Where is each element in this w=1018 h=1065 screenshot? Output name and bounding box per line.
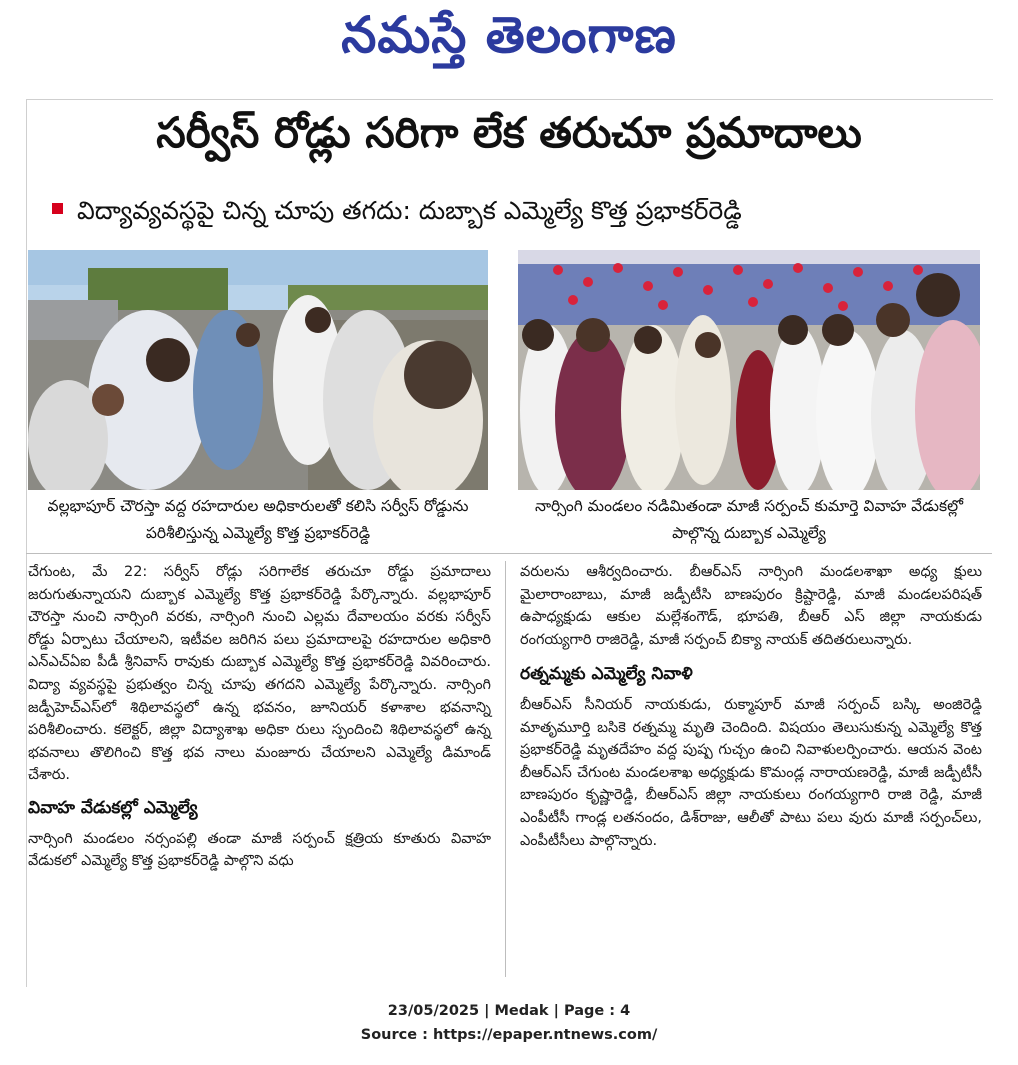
article-headline: సర్వీస్ రోడ్లు సరిగా లేక తరుచూ ప్రమాదాలు <box>156 108 862 157</box>
footer-date-line: 23/05/2025 | Medak | Page : 4 <box>387 1003 631 1019</box>
article-subheadline <box>52 196 992 232</box>
body-paragraph: వరులను ఆశీర్వదించారు. బీఆర్‌ఎస్ నార్సింగి మండలశాఖా అధ్య క్షులు మైలారాంబాబు, మాజీ జడ్పీటీసి బాణపురం క్రిష్టారెడ్డి, మాజీ మండలపరిషత్ ఉపాధ్యక్షుడు ఆకుల మల్లేశంగౌడ్, భూపతి, బీఆర్ ఎస్ జిల్లా నాయకుడు రంగయ్యగారి రాజిరెడ్డి, మాజీ సర్పంచ్ బిక్యా నాయక్ తదితరులున్నారు. <box>520 564 982 648</box>
photo-wedding <box>518 250 980 490</box>
article-column-left <box>28 561 491 873</box>
photo-road-inspection <box>28 250 488 490</box>
column-divider <box>505 561 506 977</box>
masthead-title: నమస్తే తెలంగాణ <box>341 6 677 64</box>
footer-source-line: Source : https://epaper.ntnews.com/ <box>360 1027 658 1043</box>
body-paragraph: బీఆర్‌ఎస్ సీనియర్ నాయకుడు, రుక్మాపూర్ మాజీ సర్పంచ్ బస్కి అంజిరెడ్డి మాతృమూర్తి బసికె రత్నమ్మ మృతి చెందింది. విషయం తెలుసుకున్న ఎమ్మెల్యే కొత్త ప్రభాకర్‌రెడ్డి మృతదేహం వద్ద పుష్ప గుచ్చం ఉంచి నివాళులర్పించారు. ఆయన వెంట బీఆర్‌ఎస్ చేగుంట మండలశాఖ అధ్యక్షుడు కొమండ్ల నారాయణరెడ్డి, మాజీ జడ్పీటీసీ బాణపురం కృష్ణారెడ్డి, బీఆర్‌ఎస్ జిల్లా నాయకులు రంగయ్యగారి రాజి రెడ్డి, మాజీ ఎంపీటీసీ గాండ్ల లతనందం, డిశ్‌రాజు, ఆలీతో పాటు పలు వురు మాజీ సర్పంచ్‌లు, ఎంపీటీసీలు పాల్గొన్నారు. <box>520 696 982 849</box>
section-heading-tribute: రత్నమ్మకు ఎమ్మెల్యే నివాళి <box>520 664 693 685</box>
photo-right-caption: నార్సింగి మండలం నడిమితండా మాజీ సర్పంచ్ కుమార్తె వివాహ వేడుకల్లో పాల్గొన్న దుబ్బాక ఎమ్మెల్యే <box>534 497 964 542</box>
body-paragraph: చేగుంట, మే 22: సర్వీస్ రోడ్లు సరిగాలేక తరుచూ రోడ్డు ప్రమాదాలు జరుగుతున్నాయని దుబ్బాక ఎమ్మెల్యే కొత్త ప్రభాకర్‌రెడ్డి పేర్కొన్నారు. వల్లభాపూర్ చౌరస్తా నుంచి నార్సింగి వరకు, నార్సింగి నుంచి ఎల్లమ దేవాలయం వరకు సర్వీస్ రోడ్డు ఏర్పాటు చేయాలని, ఇటీవల జరిగిన పలు ప్రమాదాలపై రహదారుల అధికారి ఎన్‌ఎచ్‌ఏఐ పీడీ శ్రీనివాస్ రావుకు దుబ్బాక ఎమ్మెల్యే కొత్త ప్రభాకర్‌రెడ్డి వివరించారు. విద్యా వ్యవస్థపై ప్రభుత్వం చిన్న చూపు తగదని ఎమ్మెల్యే పేర్కొన్నారు. నార్సింగి జడ్పీహెచ్‌ఎస్‌లో శిథిలావస్థలో ఉన్న భవనం, జూనియర్ కళాశాల భవనాన్ని పరిశీలించారు. కలెక్టర్, జిల్లా విద్యాశాఖ అధికా రులు స్పందించి శిథిలావస్థలో ఉన్న భవనాలు తొలిగించి కొత్త భవ నాలు మంజూరు చేయాలని ఎమ్మెల్యే డిమాండ్ చేశారు. <box>28 564 491 784</box>
photo-left-caption: వల్లభాపూర్ చౌరస్తా వద్ద రహదారుల అధికారులతో కలిసి సర్వీస్ రోడ్డును పరిశీలిస్తున్న ఎమ్మెల్యే కొత్త ప్రభాకర్‌రెడ్డి <box>47 497 469 542</box>
body-paragraph: నార్సింగి మండలం నర్సంపల్లి తండా మాజీ సర్పంచ్ క్షత్రియ కూతురు వివాహ వేడుకలో ఎమ్మెల్యే కొత్త ప్రభాకర్‌రెడ్డి పాల్గొని వధు <box>28 830 491 870</box>
article-column-right <box>520 561 982 852</box>
caption-divider <box>26 553 992 554</box>
section-heading-wedding: వివాహ వేడుకల్లో ఎమ్మెల్యే <box>28 797 198 818</box>
subheadline-text: విద్యావ్యవస్థపై చిన్న చూపు తగదు: దుబ్బాక ఎమ్మెల్యే కొత్త ప్రభాకర్‌రెడ్డి <box>77 196 742 225</box>
bullet-icon <box>52 203 63 214</box>
